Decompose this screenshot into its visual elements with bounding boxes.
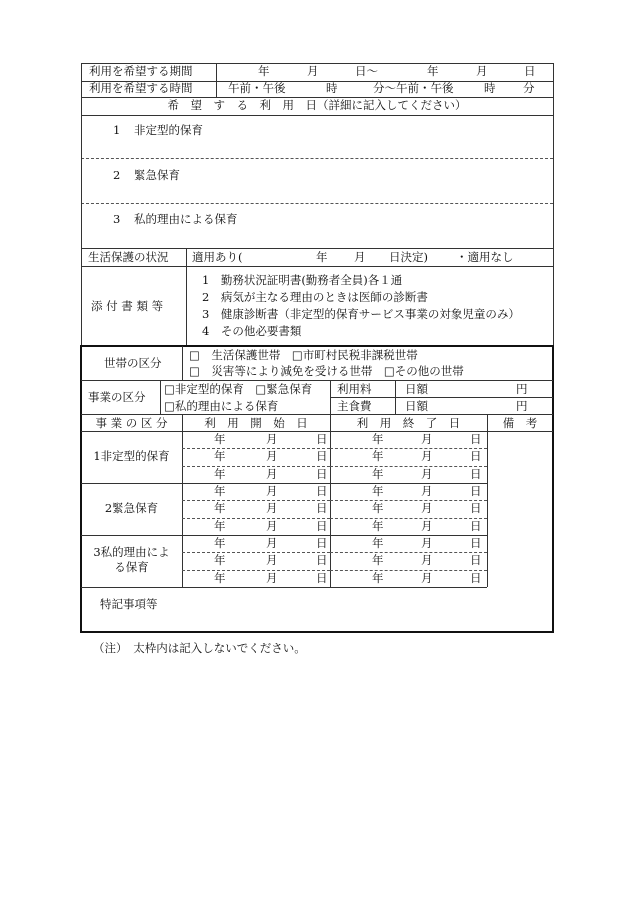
schedule-end-year: 年 [372, 536, 384, 550]
schedule-start-month: 月 [266, 449, 278, 463]
schedule-end-day: 日 [470, 536, 482, 550]
schedule-start-year: 年 [214, 571, 226, 585]
schedule-start-day: 日 [316, 536, 328, 550]
period-start-year: 年 [258, 64, 270, 78]
business-options-line2[interactable]: □私的理由による保育 [164, 399, 279, 413]
schedule-start-month: 月 [266, 467, 278, 481]
category-2-label: 緊急保育 [134, 168, 180, 182]
schedule-start-day: 日 [316, 553, 328, 567]
schedule-start-year: 年 [214, 467, 226, 481]
welfare-not-applicable: ・適用なし [456, 250, 514, 264]
schedule-end-month: 月 [421, 536, 433, 550]
period-end-year: 年 [427, 64, 439, 78]
schedule-start-year: 年 [214, 449, 226, 463]
schedule-start-year: 年 [214, 484, 226, 498]
schedule-start-year: 年 [214, 432, 226, 446]
schedule-header-remarks: 備 考 [502, 416, 538, 430]
schedule-end-year: 年 [372, 467, 384, 481]
schedule-end-day: 日 [470, 553, 482, 567]
period-end-month: 月 [476, 64, 488, 78]
schedule-start-year: 年 [214, 519, 226, 533]
household-label: 世帯の区分 [104, 356, 162, 370]
welfare-year: 年 [316, 250, 328, 264]
household-options-line2[interactable]: □ 災害等により減免を受ける世帯 □その他の世帯 [189, 364, 464, 378]
schedule-end-day: 日 [470, 519, 482, 533]
schedule-end-year: 年 [372, 484, 384, 498]
schedule-end-year: 年 [372, 571, 384, 585]
time-start-minute: 分〜午前・午後 [373, 81, 454, 95]
category-3-number: 3 [113, 212, 121, 226]
meal-fee-daily: 日額 [405, 399, 428, 413]
time-end-minute: 分 [523, 81, 535, 95]
schedule-end-month: 月 [421, 432, 433, 446]
schedule-start-day: 日 [316, 519, 328, 533]
schedule-start-year: 年 [214, 501, 226, 515]
schedule-start-day: 日 [316, 571, 328, 585]
schedule-end-year: 年 [372, 432, 384, 446]
time-end-hour: 時 [484, 81, 496, 95]
schedule-start-day: 日 [316, 449, 328, 463]
schedule-start-day: 日 [316, 432, 328, 446]
schedule-start-year: 年 [214, 536, 226, 550]
schedule-end-year: 年 [372, 519, 384, 533]
schedule-header-start: 利 用 開 始 日 [204, 416, 308, 430]
schedule-start-year: 年 [214, 553, 226, 567]
category-1-label: 非定型的保育 [134, 123, 203, 137]
usage-fee-label: 利用料 [337, 382, 372, 396]
schedule-group-1-label: 1非定型的保育 [93, 449, 170, 463]
footer-note: （注） 太枠内は記入しないでください。 [93, 641, 306, 655]
schedule-header-category: 事 業 の 区 分 [95, 416, 168, 430]
special-notes-label: 特記事項等 [100, 597, 158, 611]
period-end-day: 日 [524, 64, 536, 78]
category-2-number: 2 [113, 168, 121, 182]
welfare-month: 月 [354, 250, 366, 264]
schedule-start-month: 月 [266, 519, 278, 533]
schedule-end-day: 日 [470, 501, 482, 515]
household-options-line1[interactable]: □ 生活保護世帯 □市町村民税非課税世帯 [189, 348, 418, 362]
attachment-item-3: 3 健康診断書（非定型的保育サービス事業の対象児童のみ） [202, 307, 520, 321]
usage-fee-yen: 円 [516, 382, 528, 396]
schedule-start-month: 月 [266, 536, 278, 550]
schedule-group-3-label: る保育 [114, 560, 149, 574]
schedule-start-month: 月 [266, 484, 278, 498]
attachment-item-4: 4 その他必要書類 [202, 324, 302, 338]
schedule-end-day: 日 [470, 484, 482, 498]
category-3-label: 私的理由による保育 [134, 212, 238, 226]
time-start-hour: 時 [326, 81, 338, 95]
category-1-number: 1 [113, 123, 121, 137]
schedule-start-day: 日 [316, 484, 328, 498]
desired-days-header: 希 望 す る 利 用 日（詳細に記入してください） [167, 98, 467, 112]
schedule-end-month: 月 [421, 553, 433, 567]
attachment-item-1: 1 勤務状況証明書(勤務者全員)各１通 [202, 273, 403, 287]
schedule-start-month: 月 [266, 553, 278, 567]
schedule-header-end: 利 用 終 了 日 [356, 416, 461, 430]
attachment-item-2: 2 病気が主なる理由のときは医師の診断書 [202, 290, 428, 304]
schedule-group-2-label: 2緊急保育 [104, 501, 159, 515]
schedule-end-day: 日 [470, 449, 482, 463]
period-start-day: 日〜 [355, 64, 378, 78]
schedule-end-month: 月 [421, 484, 433, 498]
schedule-end-year: 年 [372, 449, 384, 463]
welfare-label: 生活保護の状況 [88, 250, 169, 264]
meal-fee-label: 主食費 [337, 399, 372, 413]
usage-fee-daily: 日額 [405, 382, 428, 396]
schedule-end-year: 年 [372, 501, 384, 515]
schedule-end-month: 月 [421, 467, 433, 481]
business-label: 事業の区分 [88, 390, 146, 404]
schedule-end-month: 月 [421, 501, 433, 515]
schedule-start-month: 月 [266, 501, 278, 515]
welfare-decided: 日決定) [389, 250, 428, 264]
schedule-end-year: 年 [372, 553, 384, 567]
time-label: 利用を希望する時間 [89, 81, 193, 95]
schedule-end-day: 日 [470, 432, 482, 446]
schedule-group-3-label: 3私的理由によ [93, 545, 170, 559]
welfare-applicable: 適用あり( [192, 250, 243, 264]
time-start-ampm: 午前・午後 [228, 81, 286, 95]
schedule-start-month: 月 [266, 571, 278, 585]
schedule-start-month: 月 [266, 432, 278, 446]
schedule-end-day: 日 [470, 571, 482, 585]
schedule-start-day: 日 [316, 501, 328, 515]
meal-fee-yen: 円 [516, 399, 528, 413]
schedule-end-month: 月 [421, 571, 433, 585]
period-start-month: 月 [307, 64, 319, 78]
period-label: 利用を希望する期間 [89, 64, 193, 78]
schedule-end-day: 日 [470, 467, 482, 481]
business-options-line1[interactable]: □非定型的保育 □緊急保育 [164, 382, 313, 396]
schedule-start-day: 日 [316, 467, 328, 481]
attachments-label: 添 付 書 類 等 [91, 299, 164, 313]
schedule-end-month: 月 [421, 449, 433, 463]
schedule-end-month: 月 [421, 519, 433, 533]
